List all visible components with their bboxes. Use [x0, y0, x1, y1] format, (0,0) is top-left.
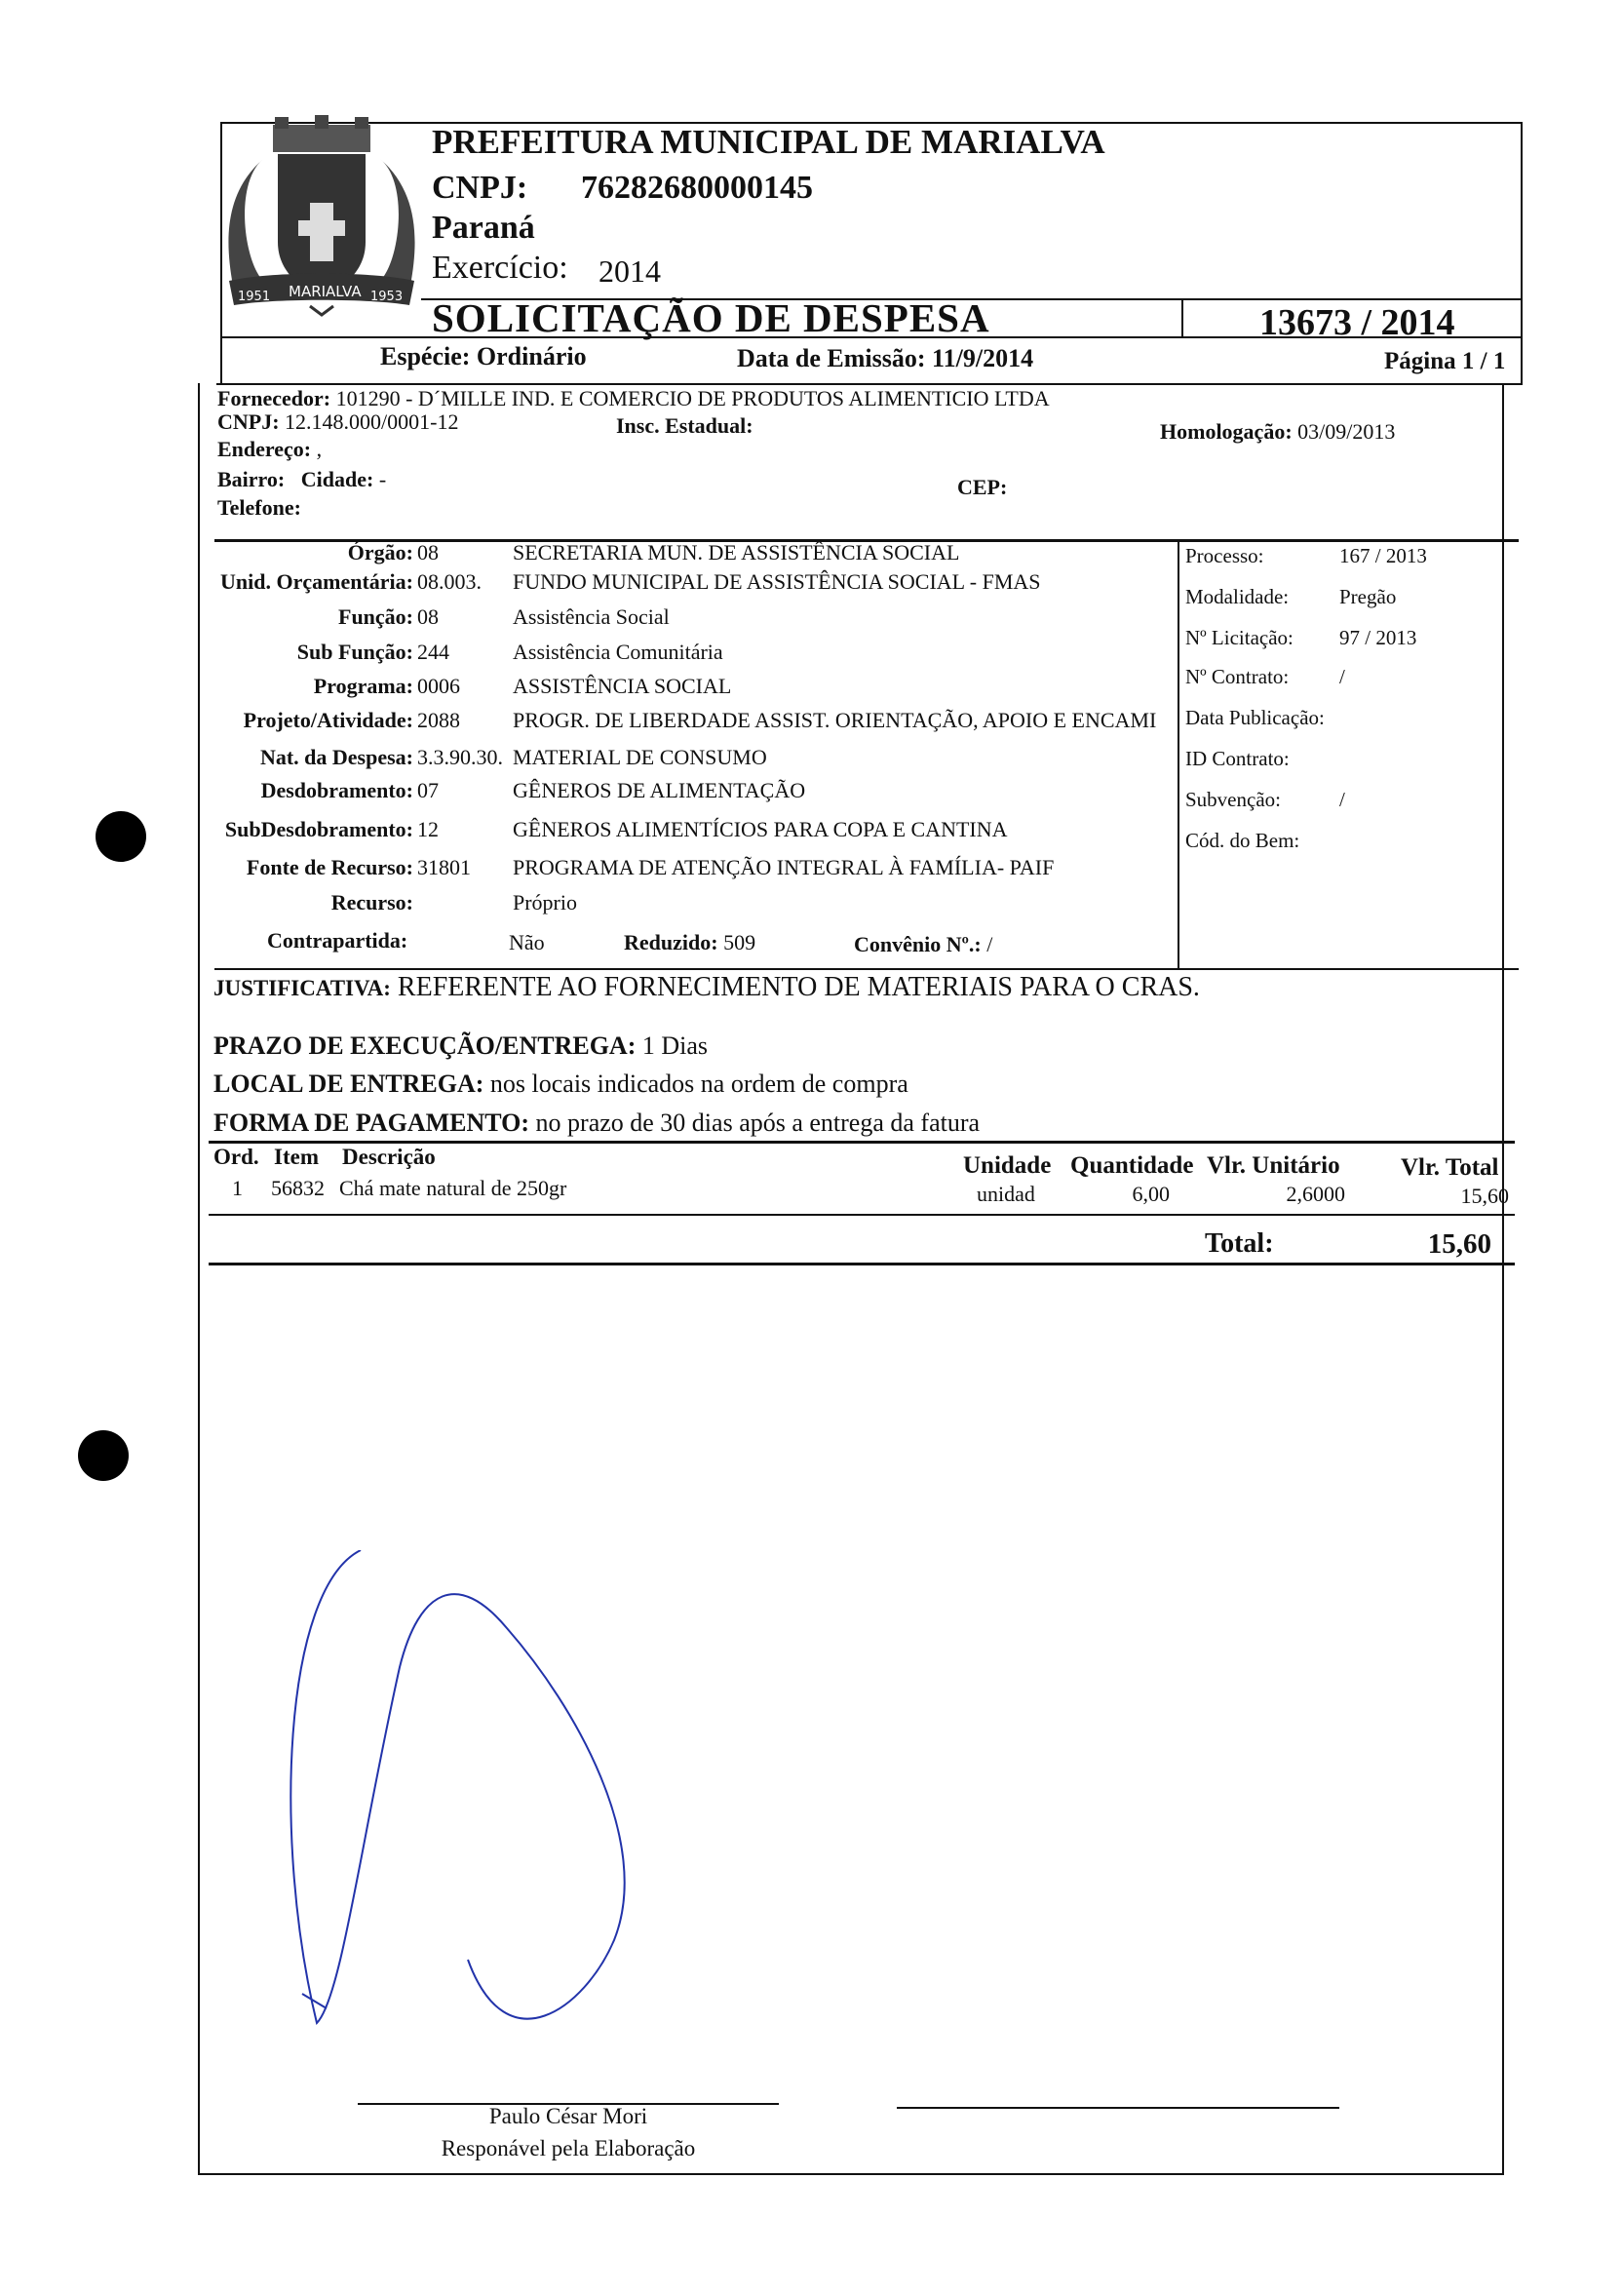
- budget-label: Programa:: [313, 674, 413, 698]
- col-header-descricao: Descrição: [342, 1145, 436, 1169]
- bairro-cidade: Bairro: Cidade: -: [217, 467, 387, 491]
- fornecedor-cnpj: CNPJ: 12.148.000/0001-12: [217, 409, 459, 434]
- process-label: Cód. do Bem:: [1185, 829, 1300, 852]
- process-label: Subvenção:: [1185, 788, 1281, 811]
- cep-label: CEP:: [957, 475, 1008, 499]
- homologacao: Homologação: 03/09/2013: [1160, 419, 1396, 444]
- signatory-name: Paulo César Mori: [488, 2104, 648, 2128]
- budget-code: 08: [417, 604, 439, 629]
- row-unidade: unidad: [977, 1182, 1035, 1206]
- coat-of-arms-logo: [224, 115, 419, 320]
- budget-code: 12: [417, 817, 439, 841]
- process-label: ID Contrato:: [1185, 747, 1290, 770]
- row-item: 56832: [271, 1176, 325, 1200]
- budget-description: ASSISTÊNCIA SOCIAL: [513, 674, 732, 698]
- document-title: SOLICITAÇÃO DE DESPESA: [432, 295, 990, 340]
- budget-label: Unid. Orçamentária:: [220, 569, 413, 594]
- budget-description: MATERIAL DE CONSUMO: [513, 745, 767, 769]
- exercicio-value: 2014: [599, 253, 661, 289]
- total-label: Total:: [1205, 1228, 1274, 1259]
- insc-estadual: Insc. Estadual:: [616, 413, 753, 438]
- col-header-unidade: Unidade: [963, 1152, 1052, 1179]
- budget-label: Função:: [338, 604, 413, 629]
- process-value: 97 / 2013: [1339, 626, 1417, 649]
- endereco: Endereço: ,: [217, 437, 323, 461]
- budget-description: PROGR. DE LIBERDADE ASSIST. ORIENTAÇÃO, APOIO E ENCAMI: [513, 708, 1157, 732]
- header-cnpj-label: CNPJ:: [432, 170, 528, 206]
- row-ord: 1: [232, 1176, 243, 1200]
- budget-label: Projeto/Atividade:: [243, 708, 413, 732]
- budget-label: Sub Função:: [296, 640, 413, 664]
- especie: Espécie: Ordinário: [380, 342, 587, 370]
- punch-hole-bottom: [78, 1430, 129, 1481]
- header-cnpj-value: 76282680000145: [581, 170, 813, 206]
- row-vlr-unitario: 2,6000: [1286, 1182, 1345, 1206]
- budget-label: Desdobramento:: [260, 778, 413, 802]
- exercicio-label: Exercício:: [432, 250, 568, 286]
- budget-label: Órgão:: [347, 540, 413, 564]
- fornecedor-line: Fornecedor: 101290 - D´MILLE IND. E COMERCIO DE PRODUTOS ALIMENTICIO LTDA: [217, 386, 1050, 410]
- process-label: Nº Contrato:: [1185, 665, 1290, 688]
- process-label: Processo:: [1185, 544, 1264, 567]
- row-descricao: Chá mate natural de 250gr: [339, 1176, 567, 1200]
- col-header-item: Item: [274, 1145, 319, 1169]
- process-value: /: [1339, 788, 1345, 811]
- budget-description: GÊNEROS ALIMENTÍCIOS PARA COPA E CANTINA: [513, 817, 1008, 841]
- local-entrega: LOCAL DE ENTREGA: nos locais indicados na ordem de compra: [213, 1070, 908, 1098]
- punch-hole-top: [96, 811, 146, 862]
- forma-pagamento: FORMA DE PAGAMENTO: no prazo de 30 dias após a entrega da fatura: [213, 1109, 981, 1137]
- signatory-role: Responável pela Elaboração: [441, 2136, 696, 2160]
- col-header-vlr-unitario: Vlr. Unitário: [1207, 1152, 1340, 1179]
- budget-description: Assistência Comunitária: [513, 640, 723, 664]
- row-quantidade: 6,00: [1132, 1182, 1170, 1206]
- process-value: Pregão: [1339, 585, 1397, 608]
- contrapartida-value: Não: [509, 930, 545, 954]
- process-label: Data Publicação:: [1185, 706, 1325, 729]
- convenio: Convênio Nº.: /: [854, 932, 993, 956]
- budget-code: 3.3.90.30.: [417, 745, 503, 769]
- telefone-label: Telefone:: [217, 495, 301, 520]
- logo-name: MARIALVA: [289, 283, 362, 300]
- budget-code: 08.003.: [417, 569, 482, 594]
- document-number: 13673 / 2014: [1259, 302, 1455, 343]
- justificativa: JUSTIFICATIVA: REFERENTE AO FORNECIMENTO DE MATERIAIS PARA O CRAS.: [213, 972, 1200, 1002]
- budget-code: 244: [417, 640, 449, 664]
- process-label: Modalidade:: [1185, 585, 1290, 608]
- budget-code: 0006: [417, 674, 460, 698]
- contrapartida-label: Contrapartida:: [267, 928, 408, 953]
- handwritten-signature: [263, 1550, 673, 2047]
- budget-code: 07: [417, 778, 439, 802]
- budget-label: Fonte de Recurso:: [246, 855, 413, 879]
- budget-label: Recurso:: [330, 890, 413, 915]
- budget-description: FUNDO MUNICIPAL DE ASSISTÊNCIA SOCIAL - FMAS: [513, 569, 1041, 594]
- pagina: Página 1 / 1: [1384, 348, 1506, 374]
- budget-description: GÊNEROS DE ALIMENTAÇÃO: [513, 778, 806, 802]
- process-value: /: [1339, 665, 1345, 688]
- budget-label: SubDesdobramento:: [224, 817, 413, 841]
- budget-description: SECRETARIA MUN. DE ASSISTÊNCIA SOCIAL: [513, 540, 960, 564]
- budget-description: Assistência Social: [513, 604, 670, 629]
- budget-description: Próprio: [513, 890, 577, 915]
- row-vlr-total: 15,60: [1460, 1184, 1509, 1208]
- col-header-ord: Ord.: [213, 1145, 259, 1169]
- logo-year-left: 1951: [238, 290, 271, 304]
- col-header-quantidade: Quantidade: [1070, 1152, 1194, 1179]
- process-value: 167 / 2013: [1339, 544, 1427, 567]
- process-label: Nº Licitação:: [1185, 626, 1294, 649]
- budget-code: 31801: [417, 855, 471, 879]
- budget-code: 08: [417, 540, 439, 564]
- col-header-vlr-total: Vlr. Total: [1401, 1154, 1499, 1181]
- budget-label: Nat. da Despesa:: [259, 745, 413, 769]
- reduzido: Reduzido: 509: [624, 930, 756, 954]
- budget-description: PROGRAMA DE ATENÇÃO INTEGRAL À FAMÍLIA- PAIF: [513, 855, 1055, 879]
- budget-code: 2088: [417, 708, 460, 732]
- logo-year-right: 1953: [370, 290, 404, 304]
- total-value: 15,60: [1427, 1228, 1491, 1260]
- header-state: Paraná: [432, 210, 535, 246]
- data-emissao: Data de Emissão: 11/9/2014: [737, 344, 1034, 372]
- prazo-entrega: PRAZO DE EXECUÇÃO/ENTREGA: 1 Dias: [213, 1031, 709, 1060]
- org-name: PREFEITURA MUNICIPAL DE MARIALVA: [432, 123, 1105, 161]
